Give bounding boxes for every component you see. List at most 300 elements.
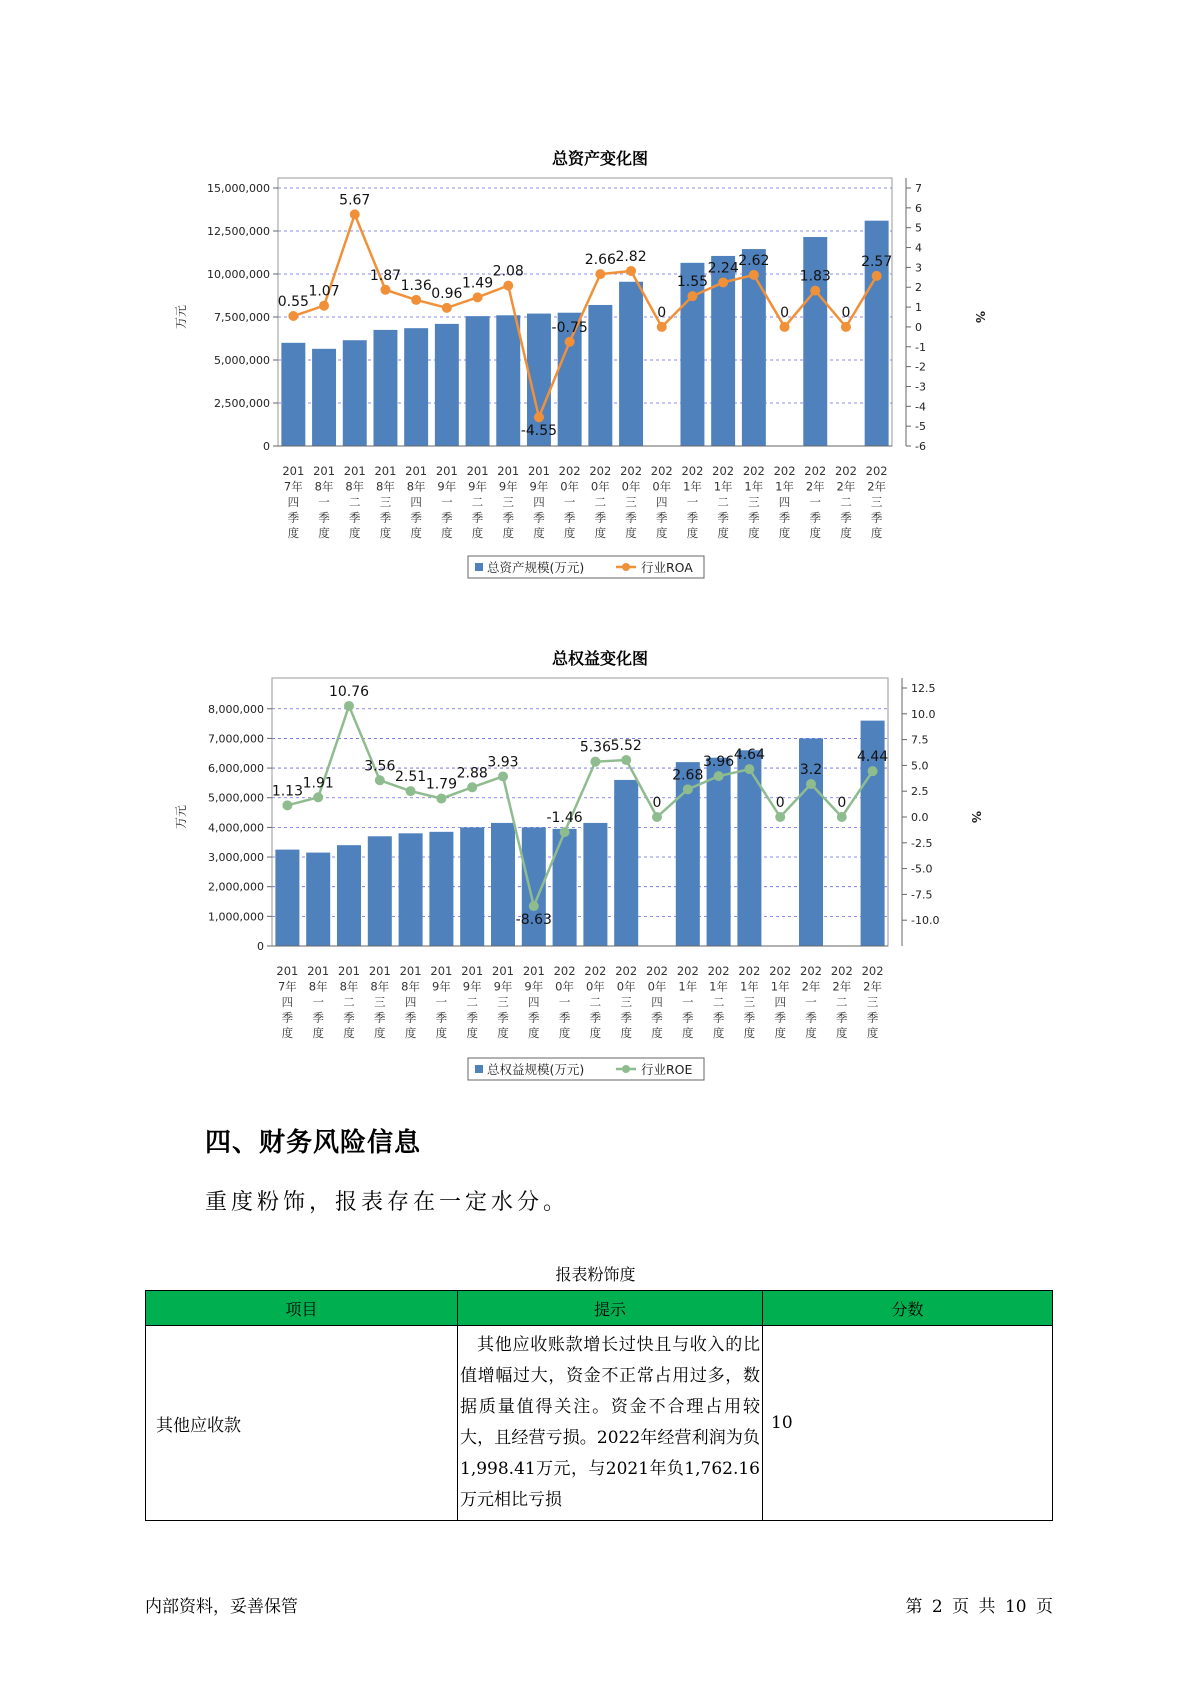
legend-line-marker	[622, 1065, 630, 1073]
x-tick-label: 9年	[498, 479, 518, 494]
x-tick-label: 一	[558, 995, 571, 1009]
bar	[466, 316, 490, 446]
x-tick-label: 201	[466, 464, 489, 478]
x-tick-label: 202	[646, 964, 668, 978]
x-tick-label: 季	[840, 510, 852, 525]
x-tick-label: 四	[410, 495, 422, 509]
x-tick-label: 季	[563, 510, 576, 525]
line-point	[744, 764, 754, 774]
y-left-tick-label: 0	[257, 940, 264, 953]
x-tick-label: 季	[435, 1010, 448, 1025]
x-tick-label: 季	[809, 510, 821, 525]
x-tick-label: 0年	[652, 479, 672, 494]
y-left-tick-label: 6,000,000	[208, 762, 264, 776]
x-tick-label: 二	[594, 495, 607, 509]
data-label: 0	[657, 304, 667, 321]
x-tick-label: 季	[441, 510, 453, 525]
data-label: 2.62	[738, 252, 770, 269]
x-tick-label: 季	[281, 1010, 294, 1025]
y-right-tick-label: -2	[915, 360, 926, 374]
data-label: 3.93	[487, 754, 519, 771]
line-point	[313, 792, 323, 802]
x-tick-label: 201	[435, 464, 458, 478]
total-assets-chart	[150, 140, 1050, 595]
total-equity-chart	[150, 640, 1050, 1090]
line-point	[837, 812, 847, 822]
x-tick-label: 季	[682, 1010, 694, 1025]
x-tick-label: 三	[743, 995, 756, 1009]
x-tick-label: 度	[404, 1026, 417, 1040]
x-tick-label: 三	[625, 495, 637, 509]
chart-title: 总资产变化图	[551, 149, 648, 168]
section-heading: 四、财务风险信息	[205, 1128, 422, 1158]
x-tick-label: 度	[374, 1026, 386, 1040]
line-point	[380, 285, 390, 295]
x-tick-label: 9年	[524, 979, 544, 994]
x-tick-label: 度	[625, 526, 637, 540]
x-tick-label: 1年	[739, 979, 759, 994]
line-point	[775, 812, 785, 822]
x-tick-label: 201	[527, 464, 550, 478]
y-right-tick-label: -5	[915, 420, 926, 434]
x-tick-label: 三	[497, 995, 509, 1009]
x-tick-label: 度	[343, 1026, 355, 1040]
legend-line-marker	[622, 563, 630, 571]
data-label: 1.07	[308, 283, 340, 300]
x-tick-label: 二	[349, 495, 361, 509]
x-tick-label: 1年	[683, 479, 702, 494]
header-item: 项目	[146, 1291, 458, 1326]
x-tick-label: 季	[748, 510, 760, 525]
x-tick-label: 季	[343, 1010, 355, 1025]
x-tick-label: 2年	[801, 979, 821, 994]
x-tick-label: 8年	[345, 479, 365, 494]
x-tick-label: 8年	[406, 479, 426, 494]
x-tick-label: 季	[743, 1010, 756, 1025]
line-point	[350, 209, 360, 219]
x-tick-label: 202	[589, 464, 612, 478]
line-point	[442, 303, 452, 313]
bar	[368, 836, 392, 946]
y-left-tick-label: 10,000,000	[207, 268, 270, 281]
x-tick-label: 四	[533, 495, 545, 509]
x-tick-label: 季	[589, 1010, 602, 1025]
line-point	[749, 270, 759, 280]
x-tick-label: 季	[558, 1010, 571, 1025]
line-point	[806, 779, 816, 789]
y-right-tick-label: 10.0	[911, 707, 936, 721]
x-tick-label: 四	[404, 995, 417, 1009]
x-tick-label: 四	[287, 495, 300, 509]
x-tick-label: 202	[620, 464, 643, 478]
x-tick-label: 2年	[836, 479, 856, 494]
x-tick-label: 二	[471, 495, 484, 509]
line-point	[626, 266, 636, 276]
x-tick-label: 季	[410, 510, 422, 525]
x-tick-label: 201	[313, 464, 336, 478]
line-point	[560, 827, 570, 837]
x-tick-label: 202	[830, 964, 853, 978]
bar	[737, 750, 761, 946]
x-tick-label: 二	[840, 495, 852, 509]
line-point	[436, 794, 446, 804]
bar	[496, 315, 520, 446]
x-tick-label: 三	[748, 495, 760, 509]
x-tick-label: 季	[778, 510, 791, 525]
x-tick-label: 四	[281, 995, 294, 1009]
x-tick-label: 季	[870, 510, 883, 525]
x-tick-label: 7年	[277, 979, 297, 994]
line-point	[780, 322, 790, 332]
y-right-tick-label: 5.0	[911, 759, 929, 773]
x-tick-label: 度	[717, 526, 729, 540]
y-left-tick-label: 12,500,000	[207, 225, 270, 238]
x-tick-label: 201	[461, 964, 484, 978]
bar	[404, 328, 428, 446]
x-tick-label: 季	[379, 510, 392, 525]
table-header-row	[146, 1291, 1053, 1326]
y-right-tick-label: 5	[915, 221, 922, 235]
x-tick-label: 度	[533, 526, 545, 540]
x-tick-label: 8年	[370, 979, 390, 994]
data-label: -0.75	[551, 319, 588, 336]
x-tick-label: 202	[558, 464, 581, 478]
y-left-tick-label: 5,000,000	[214, 354, 270, 367]
y-left-tick-label: 2,000,000	[208, 880, 264, 894]
data-label: 5.67	[339, 192, 371, 209]
data-label: 0.96	[431, 285, 463, 302]
y-left-axis-label: 万元	[174, 804, 188, 830]
bar	[373, 330, 397, 446]
bar	[399, 833, 423, 946]
x-tick-label: 度	[318, 526, 330, 540]
data-label: 2.08	[492, 263, 524, 280]
y-right-tick-label: 0	[915, 320, 922, 334]
x-tick-label: 度	[836, 1026, 848, 1040]
data-label: 2.88	[456, 765, 488, 782]
x-tick-label: 1年	[770, 979, 790, 994]
x-tick-label: 9年	[462, 979, 482, 994]
x-tick-label: 季	[404, 1010, 417, 1025]
x-tick-label: 度	[281, 1026, 294, 1040]
y-left-tick-label: 4,000,000	[208, 821, 264, 835]
x-tick-label: 201	[497, 464, 520, 478]
x-tick-label: 度	[528, 1026, 540, 1040]
y-right-tick-label: -4	[915, 400, 926, 414]
x-tick-label: 三	[620, 995, 632, 1009]
y-right-tick-label: 7	[915, 182, 922, 195]
x-tick-label: 季	[712, 1010, 725, 1025]
data-label: 4.64	[733, 747, 765, 764]
x-tick-label: 202	[681, 464, 704, 478]
x-tick-label: 一	[563, 495, 576, 509]
cell-score: 10	[763, 1326, 1053, 1521]
line-point	[687, 291, 697, 301]
data-label: 1.79	[425, 776, 457, 793]
x-tick-label: 二	[343, 995, 355, 1009]
y-right-tick-label: 2	[915, 281, 922, 295]
legend-bar-label: 总权益规模(万元)	[487, 1062, 585, 1077]
bar	[707, 758, 731, 946]
line-point	[868, 766, 878, 776]
y-left-axis-label: 万元	[174, 304, 188, 330]
data-label: 10.76	[328, 683, 370, 700]
x-tick-label: 202	[738, 964, 761, 978]
x-tick-label: 季	[625, 510, 637, 525]
x-tick-label: 季	[287, 510, 300, 525]
x-tick-label: 二	[589, 995, 602, 1009]
line-point	[503, 281, 513, 291]
x-tick-label: 8年	[339, 979, 359, 994]
x-tick-label: 201	[430, 964, 453, 978]
x-tick-label: 度	[287, 526, 300, 540]
x-tick-label: 季	[651, 1010, 663, 1025]
y-left-tick-label: 7,000,000	[208, 732, 264, 746]
x-tick-label: 度	[805, 1026, 817, 1040]
y-left-tick-label: 2,500,000	[214, 397, 270, 410]
y-left-tick-label: 7,500,000	[214, 311, 270, 324]
risk-table	[145, 1290, 1053, 1521]
line-point	[872, 271, 882, 281]
bar	[312, 349, 336, 446]
y-left-tick-label: 0	[263, 440, 270, 453]
line-point	[683, 784, 693, 794]
bar	[429, 832, 453, 946]
data-label: 2.68	[672, 767, 704, 784]
legend-bar-swatch	[475, 1065, 483, 1073]
plot-frame	[278, 178, 892, 446]
data-label: 5.36	[579, 739, 611, 756]
x-tick-label: 9年	[431, 979, 451, 994]
section-summary: 重度粉饰，报表存在一定水分。	[205, 1190, 570, 1215]
x-tick-label: 度	[682, 1026, 694, 1040]
x-tick-label: 季	[656, 510, 668, 525]
x-tick-label: 一	[682, 995, 694, 1009]
line-point	[473, 292, 483, 302]
y-right-tick-label: 0.0	[911, 811, 929, 824]
line-point	[375, 775, 385, 785]
x-tick-label: 201	[374, 464, 397, 478]
x-tick-label: 1年	[713, 479, 733, 494]
header-tip: 提示	[458, 1291, 763, 1326]
line-point	[406, 786, 416, 796]
y-right-tick-label: -6	[915, 440, 926, 453]
data-label: -8.63	[515, 912, 552, 929]
x-tick-label: 度	[620, 1026, 632, 1040]
bar	[343, 340, 367, 446]
x-tick-label: 202	[834, 464, 857, 478]
data-label: 2.57	[861, 253, 893, 270]
x-tick-label: 0年	[585, 979, 605, 994]
x-tick-label: 0年	[616, 979, 636, 994]
x-tick-label: 1年	[775, 479, 794, 494]
line-point	[621, 755, 631, 765]
x-tick-label: 度	[466, 1026, 478, 1040]
y-left-tick-label: 5,000,000	[208, 791, 264, 805]
x-tick-label: 1年	[744, 479, 764, 494]
x-tick-label: 0年	[647, 979, 667, 994]
bar	[275, 850, 299, 946]
x-tick-label: 8年	[401, 979, 421, 994]
data-label: 2.66	[584, 252, 616, 269]
x-tick-label: 一	[318, 495, 330, 509]
line-point	[344, 701, 354, 711]
x-tick-label: 度	[778, 526, 791, 540]
x-tick-label: 一	[441, 495, 453, 509]
y-right-tick-label: 1	[915, 301, 922, 315]
x-tick-label: 8年	[314, 479, 334, 494]
x-tick-label: 202	[584, 964, 607, 978]
header-score: 分数	[763, 1291, 1053, 1326]
data-label: 2.82	[615, 248, 647, 265]
x-tick-label: 三	[379, 495, 392, 509]
x-tick-label: 度	[471, 526, 484, 540]
x-tick-label: 201	[282, 464, 305, 478]
x-tick-label: 度	[870, 526, 883, 540]
line-point	[529, 901, 539, 911]
x-tick-label: 202	[804, 464, 827, 478]
x-tick-label: 季	[502, 510, 514, 525]
x-tick-label: 度	[502, 526, 514, 540]
bar	[680, 263, 704, 446]
y-right-tick-label: 4	[915, 241, 922, 255]
y-right-tick-label: -10.0	[911, 914, 940, 928]
x-tick-label: 一	[805, 995, 817, 1009]
chart-svg	[150, 140, 1050, 595]
legend-line-label: 行业ROA	[641, 560, 693, 575]
x-tick-label: 季	[497, 1010, 509, 1025]
x-tick-label: 度	[312, 1026, 324, 1040]
x-tick-label: 201	[276, 964, 299, 978]
x-tick-label: 2年	[863, 979, 883, 994]
data-label: 3.2	[799, 761, 823, 778]
x-tick-label: 202	[742, 464, 765, 478]
y-right-tick-label: 2.5	[911, 785, 929, 799]
bar	[460, 827, 484, 946]
x-tick-label: 四	[774, 995, 786, 1009]
x-tick-label: 季	[312, 1010, 324, 1025]
y-left-tick-label: 1,000,000	[208, 910, 264, 924]
data-label: 0	[837, 795, 847, 811]
x-tick-label: 202	[707, 964, 730, 978]
x-tick-label: 2年	[805, 479, 825, 494]
x-tick-label: 一	[809, 495, 821, 509]
x-tick-label: 度	[748, 526, 760, 540]
x-tick-label: 1年	[709, 979, 729, 994]
cell-item: 其他应收款	[146, 1326, 458, 1521]
x-tick-label: 度	[558, 1026, 571, 1040]
x-tick-label: 度	[349, 526, 361, 540]
x-tick-label: 度	[410, 526, 422, 540]
data-label: 2.24	[707, 260, 739, 277]
x-tick-label: 202	[712, 464, 735, 478]
x-tick-label: 度	[743, 1026, 756, 1040]
x-tick-label: 季	[533, 510, 545, 525]
x-tick-label: 季	[836, 1010, 848, 1025]
x-tick-label: 二	[466, 995, 478, 1009]
x-tick-label: 季	[471, 510, 484, 525]
data-label: 1.36	[400, 277, 432, 294]
x-tick-label: 9年	[468, 479, 487, 494]
x-tick-label: 三	[502, 495, 514, 509]
x-tick-label: 202	[861, 964, 884, 978]
x-tick-label: 201	[338, 964, 360, 978]
x-tick-label: 季	[318, 510, 330, 525]
x-tick-label: 季	[594, 510, 607, 525]
x-tick-label: 季	[717, 510, 729, 525]
x-tick-label: 度	[497, 1026, 509, 1040]
line-point	[411, 295, 421, 305]
data-label: 1.87	[369, 267, 402, 284]
x-tick-label: 度	[651, 1026, 663, 1040]
line-point	[714, 771, 724, 781]
y-right-tick-label: -1	[915, 340, 926, 354]
x-tick-label: 度	[589, 1026, 602, 1040]
data-label: 1.91	[302, 775, 334, 792]
data-label: 3.96	[703, 754, 735, 771]
line-point	[590, 757, 600, 767]
y-right-tick-label: -2.5	[911, 836, 933, 850]
x-tick-label: 四	[651, 995, 663, 1009]
x-tick-label: 度	[712, 1026, 725, 1040]
line-point	[498, 771, 508, 781]
x-tick-label: 202	[650, 464, 673, 478]
line-point	[467, 782, 477, 792]
data-label: 3.56	[364, 758, 396, 775]
x-tick-label: 度	[840, 526, 852, 540]
line-point	[282, 800, 292, 810]
cell-tip: 其他应收账款增长过快且与收入的比值增幅过大，资金不正常占用过多，数据质量值得关注。资金不合理占用较大，且经营亏损。2022年经营利润为负1,998.41万元，与2021年负1,762.16万元相比亏损	[458, 1326, 763, 1521]
y-left-tick-label: 8,000,000	[208, 702, 264, 716]
bar	[491, 823, 515, 946]
x-tick-label: 201	[522, 964, 545, 978]
x-tick-label: 202	[676, 964, 699, 978]
data-label: 1.55	[676, 274, 709, 291]
line-point	[841, 322, 851, 332]
line-point	[288, 311, 298, 321]
x-tick-label: 一	[312, 995, 324, 1009]
bar	[281, 343, 305, 446]
x-tick-label: 9年	[529, 479, 549, 494]
x-tick-label: 度	[563, 526, 576, 540]
x-tick-label: 三	[866, 995, 879, 1009]
legend-bar-label: 总资产规模(万元)	[487, 560, 585, 575]
data-label: 0	[841, 304, 851, 321]
x-tick-label: 202	[773, 464, 796, 478]
x-tick-label: 度	[656, 526, 668, 540]
x-tick-label: 0年	[590, 479, 610, 494]
x-tick-label: 8年	[376, 479, 395, 494]
x-tick-label: 度	[441, 526, 453, 540]
y-left-tick-label: 15,000,000	[207, 182, 270, 195]
data-label: 0	[780, 304, 790, 321]
x-tick-label: 季	[866, 1010, 879, 1025]
footer-confidential: 内部资料，妥善保管	[145, 1597, 298, 1617]
x-tick-label: 度	[774, 1026, 786, 1040]
x-tick-label: 季	[349, 510, 361, 525]
data-label: -1.46	[546, 810, 583, 827]
x-tick-label: 9年	[493, 979, 513, 994]
footer-page-number: 第 2 页 共 10 页	[905, 1597, 1053, 1617]
bar	[435, 324, 459, 446]
x-tick-label: 季	[466, 1010, 478, 1025]
x-tick-label: 9年	[437, 479, 457, 494]
legend-bar-swatch	[475, 563, 483, 571]
x-tick-label: 三	[870, 495, 883, 509]
x-tick-label: 季	[374, 1010, 386, 1025]
x-tick-label: 二	[712, 995, 725, 1009]
data-label: 2.51	[395, 769, 427, 786]
